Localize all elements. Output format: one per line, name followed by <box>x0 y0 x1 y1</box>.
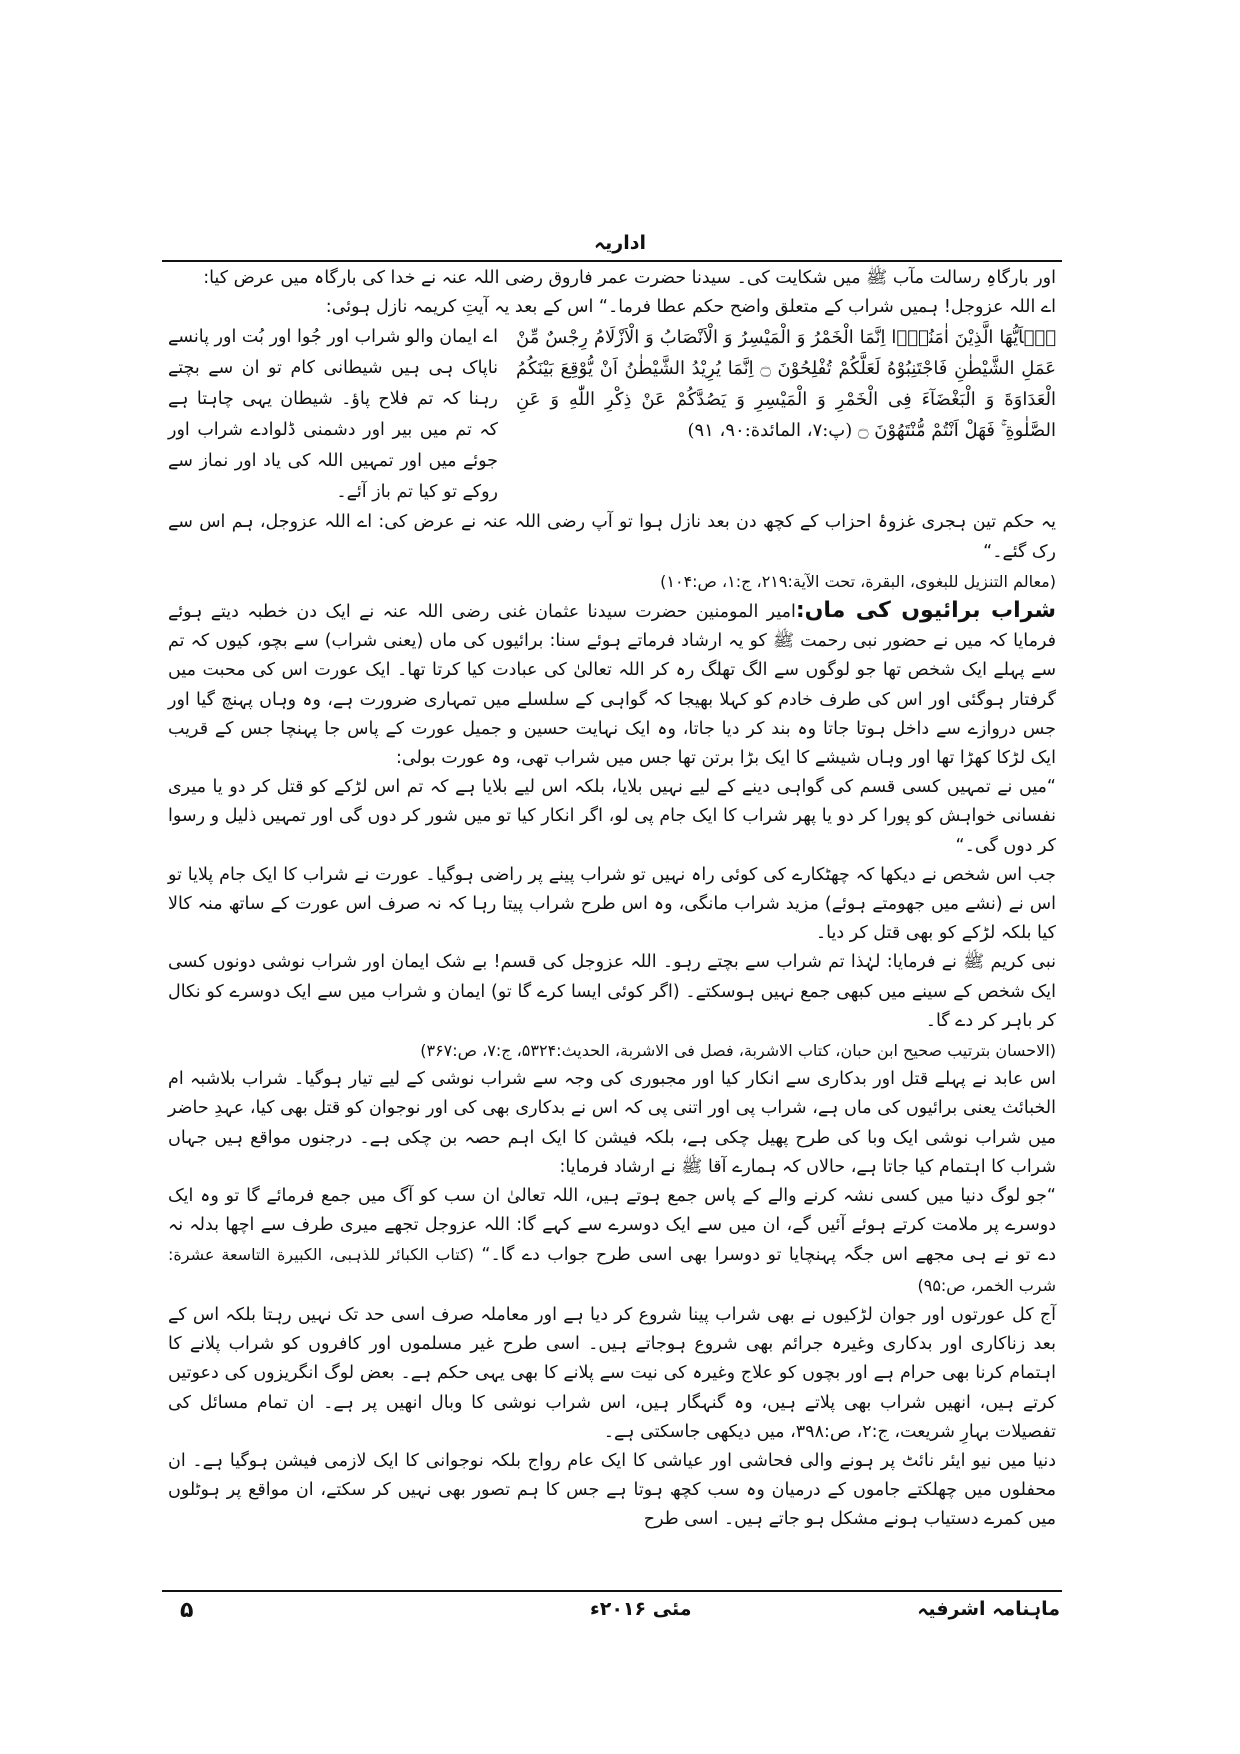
hadith-quote: “جو لوگ دنیا میں کسی نشہ کرنے والے کے پاس جمع ہوتے ہیں، اللہ تعالیٰ ان سب کو آگ میں جمع فرمائے گا تو وہ ایک دوسرے پر ملامت کرتے ہوئے آئیں گے، ان میں سے ایک دوسرے سے کہے گا: اللہ عزوجل تجھے میری طرف سے اچھا بدلہ نہ دے تو نے ہی مجھے اس جگہ پہنچایا تو دوسرا بھی اسی طرح جواب دے گا۔“ <box>168 1186 1056 1266</box>
header-divider <box>162 260 1062 262</box>
paragraph-2: اے اللہ عزوجل! ہمیں شراب کے متعلق واضح حکم عطا فرما۔“ اس کے بعد یہ آیتِ کریمہ نازل ہوئی: <box>325 297 1056 318</box>
quranic-verse: یٰۤاَیُّهَا الَّذِیْنَ اٰمَنُوْۤا اِنَّمَا الْخَمْرُ وَ الْمَیْسِرُ وَ الْاَنْصَابُ وَ الْاَزْلَامُ رِجْسٌ مِّنْ عَمَلِ الشَّیْطٰنِ فَاجْتَنِبُوْهُ لَعَلَّكُمْ تُفْلِحُوْنَ ۝ اِنَّمَا یُرِیْدُ الشَّیْطٰنُ اَنْ یُّوْقِعَ بَیْنَكُمُ الْعَدَاوَةَ وَ الْبَغْضَآءَ فِی الْخَمْرِ وَ الْمَیْسِرِ وَ یَصُدَّكُمْ عَنْ ذِكْرِ اللّٰهِ وَ عَنِ الصَّلٰوةِ ۚ فَهَلْ اَنْتُمْ مُّنْتَهُوْنَ ۝ (پ:۷، المائدة:۹۰، ۹۱) <box>516 327 1056 442</box>
verse-block <box>168 322 1056 508</box>
reference-2: (الاحسان بترتیب صحیح ابن حبان، کتاب الاشربة، فصل فی الاشربة، الحدیث:۵۳۲۴، ج:۷، ص:۳۶۷) <box>420 1041 1056 1061</box>
page-header-title: اداریہ <box>594 232 646 254</box>
page-footer <box>180 1594 1060 1634</box>
paragraph-6: جب اس شخص نے دیکھا کہ چھٹکارے کی کوئی راہ نہیں تو شراب پینے پر راضی ہوگیا۔ عورت نے شراب کا ایک جام پلایا تو اس نے (نشے میں جھومتے ہوئے) مزید شراب مانگی، وہ اس طرح شراب پیتا رہا کہ نہ صرف اس عورت کے ساتھ منہ کالا کیا بلکہ لڑکے کو بھی قتل کر دیا۔ <box>168 864 1056 944</box>
reference-1: (معالم التنزیل للبغوی، البقرة، تحت الآیة:۲۱۹، ج:۱، ص:۱۰۴) <box>660 571 1056 591</box>
footer-divider <box>162 1590 1062 1592</box>
verse-translation: اے ایمان والو شراب اور جُوا اور بُت اور پانسے ناپاک ہی ہیں شیطانی کام تو ان سے بچتے رہنا کہ تم فلاح پاؤ۔ شیطان یہی چاہتا ہے کہ تم میں بیر اور دشمنی ڈلوادے شراب اور جوئے میں اور تمہیں اللہ کی یاد اور نماز سے روکے تو کیا تم باز آئے۔ <box>168 327 498 503</box>
issue-date: مئی ۲۰۱۶ء <box>590 1598 692 1620</box>
paragraph-9 <box>168 1182 1056 1301</box>
paragraph-3: یہ حکم تین ہجری غزوۂ احزاب کے کچھ دن بعد نازل ہوا تو آپ رضی اللہ عنہ نے عرض کی: اے اللہ عزوجل، ہم اس سے رک گئے۔“ <box>168 512 1056 562</box>
page-number: ۵ <box>180 1598 194 1623</box>
reference-3: (کتاب الکبائر للذہبی، الکبیرة التاسعة عشرة: شرب الخمر، ص:۹۵) <box>168 1245 1056 1295</box>
paragraph-4: امیر المومنین حضرت سیدنا عثمان غنی رضی اللہ عنہ نے ایک دن خطبہ دیتے ہوئے فرمایا کہ میں نے حضور نبی رحمت ﷺ کو یہ ارشاد فرماتے ہوئے سنا: برائیوں کی ماں (یعنی شراب) سے بچو، کیوں کہ تم سے پہلے ایک شخص تھا جو لوگوں سے الگ تھلگ رہ کر اللہ تعالیٰ کی عبادت کیا کرتا تھا۔ ایک عورت اس کی محبت میں گرفتار ہوگئی اور اس کی طرف خادم کو کہلا بھیجا کہ گواہی کے سلسلے میں تمہاری ضرورت ہے، وہ وہاں پہنچ گیا اور جس دروازے سے داخل ہوتا جاتا وہ بند کر دیا جاتا، وہ ایک نہایت حسین و جمیل عورت کے پاس جا پہنچا جس کے قریب ایک لڑکا کھڑا تھا اور وہاں شیشے کا ایک بڑا برتن تھا جس میں شراب تھی، وہ عورت بولی: <box>168 602 1056 769</box>
paragraph-7: نبی کریم ﷺ نے فرمایا: لہٰذا تم شراب سے بچتے رہو۔ اللہ عزوجل کی قسم! بے شک ایمان اور شراب نوشی دونوں کسی ایک شخص کے سینے میں کبھی جمع نہیں ہوسکتے۔ (اگر کوئی ایسا کرے گا تو) ایمان و شراب میں سے ایک دوسرے کو نکال کر باہر کر دے گا۔ <box>168 952 1056 1031</box>
paragraph-8: اس عابد نے پہلے قتل اور بدکاری سے انکار کیا اور مجبوری کی وجہ سے شراب نوشی کے لیے تیار ہوگیا۔ شراب بلاشبہ ام الخبائث یعنی برائیوں کی ماں ہے، شراب پی اور اتنی پی کہ اس نے بدکاری بھی کی اور نوجوان کو قتل بھی کیا، عہدِ حاضر میں شراب نوشی ایک وبا کی طرح پھیل چکی ہے، بلکہ فیشن کا ایک اہم حصہ بن چکی ہے۔ درجنوں مواقع ہیں جہاں شراب کا اہتمام کیا جاتا ہے، حالاں کہ ہمارے آقا ﷺ نے ارشاد فرمایا: <box>168 1069 1056 1177</box>
paragraph-1: اور بارگاہِ رسالت مآب ﷺ میں شکایت کی۔ سیدنا حضرت عمر فاروق رضی اللہ عنہ نے خدا کی بارگاہ میں عرض کیا: <box>203 268 1056 288</box>
section-paragraph <box>168 596 1056 773</box>
magazine-name: ماہنامہ اشرفیہ <box>917 1598 1060 1620</box>
paragraph-5: “میں نے تمہیں کسی قسم کی گواہی دینے کے لیے نہیں بلایا، بلکہ اس لیے بلایا ہے کہ تم اس لڑکے کو قتل کر دو یا میری نفسانی خواہش کو پورا کر دو یا پھر شراب کا ایک جام پی لو، اگر انکار کیا تو میں شور کر دوں گی اور تمہیں ذلیل و رسوا کر دوں گی۔“ <box>168 777 1056 856</box>
article-body <box>168 264 1056 1535</box>
section-heading: شراب برائیوں کی ماں: <box>795 598 1056 624</box>
paragraph-11: دنیا میں نیو ایئر نائٹ پر ہونے والی فحاشی اور عیاشی کا ایک عام رواج بلکہ نوجوانی کا ایک لازمی فیشن ہوگیا ہے۔ ان محفلوں میں چھلکتے جاموں کے درمیان وہ سب کچھ ہوتا ہے جس کا ہم تصور بھی نہیں کر سکتے، ان مواقع پر ہوٹلوں میں کمرے دستیاب ہونے مشکل ہو جاتے ہیں۔ اسی طرح <box>168 1450 1056 1530</box>
paragraph-10: آج کل عورتوں اور جوان لڑکیوں نے بھی شراب پینا شروع کر دیا ہے اور معاملہ صرف اسی حد تک نہیں رہتا بلکہ اس کے بعد زناکاری اور بدکاری وغیرہ جرائم بھی شروع ہوجاتے ہیں۔ اسی طرح غیر مسلموں اور کافروں کو شراب پلانے کا اہتمام کرنا بھی حرام ہے اور بچوں کو علاج وغیرہ کی نیت سے پلانے کا بھی یہی حکم ہے۔ بعض لوگ انگریزوں کی دعوتیں کرتے ہیں، انھیں شراب بھی پلاتے ہیں، وہ گنہگار ہیں، اس شراب نوشی کا وبال انھیں پر ہے۔ ان تمام مسائل کی تفصیلات بہارِ شریعت، ج:۲، ص:۳۹۸، میں دیکھی جاسکتی ہے۔ <box>168 1304 1056 1442</box>
